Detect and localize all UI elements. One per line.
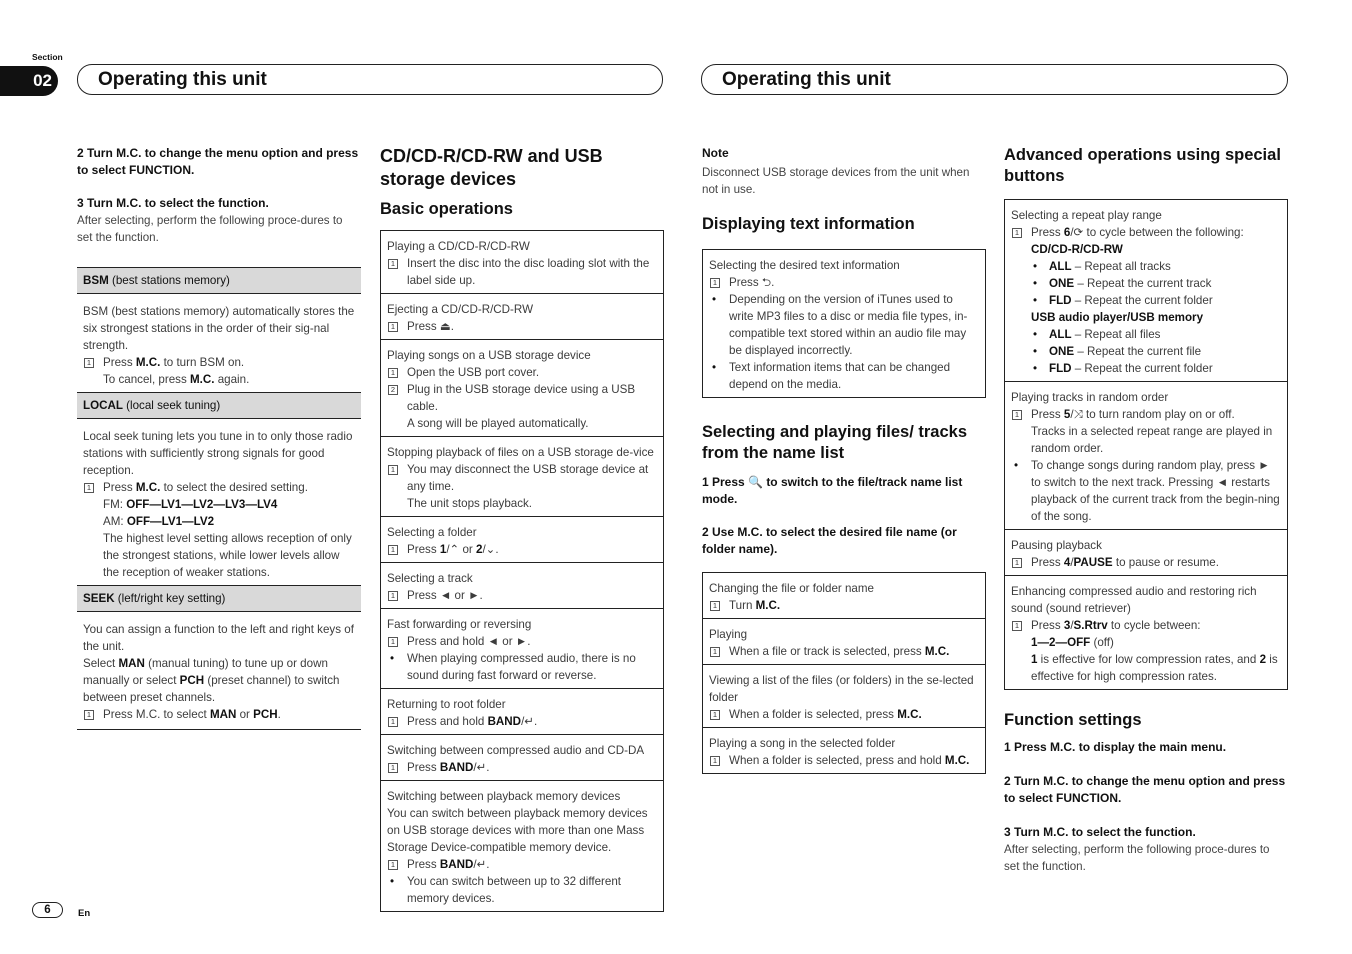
- text: Press and hold ◄ or ►.: [407, 635, 531, 648]
- text: again.: [214, 373, 250, 386]
- text: to pause or resume.: [1112, 556, 1219, 569]
- bullet-item: [1011, 292, 1281, 309]
- text: FM:: [103, 498, 127, 511]
- function-step-3: 3 Turn M.C. to select the function.: [1004, 825, 1196, 839]
- numbered-step: [387, 856, 657, 873]
- bullet-item: • To change songs during random play, press ► to switch to the next track. Pressing ◄ restarts playback of the current track from the begin-ning of the song.: [1011, 457, 1281, 525]
- text: You may disconnect the USB storage device at any time.: [407, 463, 649, 493]
- text: is effective for low compression rates, and: [1037, 653, 1260, 666]
- bold-text: 5: [1063, 408, 1071, 421]
- bold-text: 1: [439, 543, 447, 556]
- text: To cancel, press: [103, 373, 190, 386]
- numbered-step: [83, 479, 355, 496]
- function-list: [77, 267, 361, 730]
- text: The highest level setting allows reception of only the strongest stations, while lower levels allow the reception of weaker stations.: [103, 532, 352, 579]
- column-4: [1004, 145, 1288, 875]
- text: Selecting a track: [387, 572, 473, 585]
- bold-text: OFF—LV1—LV2—LV3—LV4: [126, 498, 278, 511]
- bold-text: ALL: [1049, 328, 1072, 341]
- bold-text: M.C.: [135, 356, 161, 369]
- bullet-item: [1011, 343, 1281, 360]
- bold-text: OFF—LV1—LV2: [126, 515, 215, 528]
- text: /: [1070, 556, 1074, 569]
- text: Playing a song in the selected folder: [709, 737, 896, 750]
- op-select-folder: [381, 516, 663, 562]
- bold-text: M.C.: [190, 373, 215, 386]
- text: – Repeat all files: [1071, 328, 1161, 341]
- text: Switching between compressed audio and CD-DA: [387, 744, 645, 757]
- table-section: [703, 573, 985, 618]
- op-playing-usb: [381, 339, 663, 436]
- text: Press: [407, 543, 440, 556]
- text: Switching between playback memory devices: [387, 790, 621, 803]
- text: AM:: [103, 515, 127, 528]
- text: – Repeat all tracks: [1071, 260, 1171, 273]
- step-number-icon: 1: [710, 647, 720, 657]
- step-number-icon: 1: [388, 860, 398, 870]
- cd-usb-title: CD/CD-R/CD-RW and USB storage devices: [380, 146, 603, 189]
- step-number-icon: 1: [388, 591, 398, 601]
- text: /↵.: [473, 761, 490, 774]
- bold-text: SEEK: [83, 592, 115, 605]
- bold-text: BAND: [439, 858, 474, 871]
- column-2: [380, 145, 664, 912]
- bold-text: 1: [1031, 653, 1038, 666]
- text: – Repeat the current file: [1074, 345, 1202, 358]
- text: Press: [103, 481, 136, 494]
- page-number: 6: [32, 902, 63, 918]
- text: You can switch between playback memory devices on USB storage devices with more than one Mass Storage Device-compatible memory device.: [387, 807, 648, 854]
- language-label: En: [78, 908, 91, 919]
- numbered-step: [387, 541, 657, 558]
- step-3: 3 Turn M.C. to select the function.: [77, 196, 269, 210]
- bullet-item: [1011, 360, 1281, 377]
- text: to cycle between:: [1107, 619, 1201, 632]
- bsm-body: [77, 294, 361, 392]
- text: Selecting the desired text information: [709, 259, 900, 272]
- numbered-step: [83, 354, 355, 371]
- page-header-right: Operating this unit: [701, 64, 1288, 95]
- text: Press ⮌.: [729, 276, 775, 289]
- op-stopping-usb: [381, 436, 663, 516]
- text: Press: [1031, 408, 1064, 421]
- text: Pausing playback: [1011, 539, 1102, 552]
- text: Press: [407, 761, 440, 774]
- text: or: [236, 708, 254, 721]
- bold-text: MAN: [209, 708, 237, 721]
- numbered-step: [1011, 406, 1281, 423]
- step-number-icon: 1: [388, 368, 398, 378]
- bold-text: M.C.: [897, 708, 922, 721]
- text: You can assign a function to the left and right keys of the unit.: [83, 623, 354, 653]
- numbered-step: [709, 274, 979, 291]
- numbered-step: [387, 587, 657, 604]
- text: (preset channel) to switch between preset channels.: [83, 674, 340, 704]
- text: to turn BSM on.: [160, 356, 245, 369]
- step-3-text: After selecting, perform the following proce-dures to set the function.: [77, 214, 343, 244]
- bold-text: LOCAL: [83, 399, 123, 412]
- step-number-icon: 1: [388, 259, 398, 269]
- seek-heading: [77, 585, 361, 612]
- bold-text: MAN: [118, 657, 145, 670]
- local-body: [77, 419, 361, 585]
- text: [83, 496, 355, 513]
- table-section: [1005, 200, 1287, 381]
- text: [1011, 651, 1281, 685]
- op-fast-forward: [381, 608, 663, 688]
- bold-text: M.C.: [924, 645, 950, 658]
- advanced-ops-title: Advanced operations using special buttons: [1004, 146, 1281, 185]
- bold-text: S.Rtrv: [1073, 619, 1108, 632]
- text: Plug in the USB storage device using a USB cable.: [407, 383, 636, 413]
- bold-text: ONE: [1049, 345, 1075, 358]
- bold-text: M.C.: [944, 754, 970, 767]
- text: Press: [1031, 226, 1064, 239]
- text: Tracks in a selected repeat range are played in random order.: [1031, 425, 1273, 455]
- numbered-step: [1011, 554, 1281, 571]
- text: [1011, 634, 1281, 651]
- numbered-step: [709, 597, 979, 614]
- numbered-step: [387, 364, 657, 381]
- text: – Repeat the current folder: [1071, 362, 1213, 375]
- text: Playing a CD/CD-R/CD-RW: [387, 240, 530, 253]
- text: Returning to root folder: [387, 698, 506, 711]
- text: Playing tracks in random order: [1011, 391, 1169, 404]
- text-info-table: [702, 249, 986, 398]
- bold-text: 4: [1063, 556, 1071, 569]
- text: (local seek tuning): [122, 399, 221, 412]
- text: When a file or track is selected, press: [729, 645, 925, 658]
- bullet-item: [1011, 275, 1281, 292]
- text: /⤨ to turn random play on or off.: [1070, 408, 1235, 421]
- text: /↵.: [473, 858, 490, 871]
- step-number-icon: 1: [710, 601, 720, 611]
- text: Changing the file or folder name: [709, 582, 874, 595]
- numbered-step: [387, 381, 657, 415]
- text: Playing: [709, 628, 748, 641]
- numbered-step: [1011, 617, 1281, 634]
- bold-text: 1—2—OFF: [1031, 636, 1091, 649]
- numbered-step: [83, 706, 355, 723]
- select-step-2: 2 Use M.C. to select the desired file name (or folder name).: [702, 525, 957, 556]
- numbered-step: [387, 318, 657, 335]
- step-number-icon: 1: [1012, 558, 1022, 568]
- text: Insert the disc into the disc loading slot with the label side up.: [407, 257, 650, 287]
- text: – Repeat the current track: [1074, 277, 1212, 290]
- function-step-1: 1 Press M.C. to display the main menu.: [1004, 740, 1227, 754]
- step-number-icon: 1: [388, 545, 398, 555]
- text: Press: [1031, 556, 1064, 569]
- text: BSM (best stations memory) automatically stores the six strongest stations in the order of their sig-nal strength.: [83, 305, 355, 352]
- step-number-icon: 2: [388, 385, 398, 395]
- text: Enhancing compressed audio and restoring rich sound (sound retriever): [1011, 585, 1257, 615]
- text: /: [1070, 619, 1074, 632]
- text: /⟳ to cycle between the following:: [1070, 226, 1244, 239]
- step-number-icon: 1: [1012, 410, 1022, 420]
- numbered-step: [709, 706, 979, 723]
- text: .: [277, 708, 281, 721]
- page-header-left: Operating this unit: [77, 64, 663, 95]
- step-number-icon: 1: [710, 710, 720, 720]
- text: Press and hold: [407, 715, 488, 728]
- text: Playing songs on a USB storage device: [387, 349, 591, 362]
- bold-text: M.C.: [755, 599, 781, 612]
- step-number-icon: 1: [388, 763, 398, 773]
- op-ejecting: [381, 293, 663, 339]
- bold-text: FLD: [1049, 294, 1072, 307]
- step-number-icon: 1: [388, 717, 398, 727]
- text: Press: [1031, 619, 1064, 632]
- text: [83, 513, 355, 530]
- selecting-files-title: Selecting and playing files/ tracks from the name list: [702, 423, 968, 462]
- bold-text: 2: [1259, 653, 1267, 666]
- function-settings-title: Function settings: [1004, 711, 1142, 729]
- text: Fast forwarding or reversing: [387, 618, 532, 631]
- function-step-2: 2 Turn M.C. to change the menu option and press to select FUNCTION.: [1004, 774, 1286, 805]
- text: Ejecting a CD/CD-R/CD-RW: [387, 303, 534, 316]
- text: Turn: [729, 599, 756, 612]
- table-section: [703, 727, 985, 773]
- bold-text: 2: [476, 543, 483, 556]
- bold-text: 3: [1063, 619, 1071, 632]
- text: Open the USB port cover.: [407, 366, 540, 379]
- step-number-icon: 1: [710, 756, 720, 766]
- step-number-icon: 1: [388, 465, 398, 475]
- bold-text: PAUSE: [1073, 556, 1113, 569]
- text: (left/right key setting): [114, 592, 226, 605]
- bullet-item: • Text information items that can be changed depend on the media.: [709, 359, 979, 393]
- table-section: [1005, 529, 1287, 575]
- note-text: Disconnect USB storage devices from the unit when not in use.: [702, 166, 970, 196]
- text: Press: [407, 858, 440, 871]
- text: /↵.: [521, 715, 538, 728]
- section-number: 02: [0, 66, 58, 96]
- basic-operations-table: [380, 230, 664, 912]
- text: Local seek tuning lets you tune in to only those radio stations with sufficiently strong signals for good reception.: [83, 430, 353, 477]
- bold-text: BSM: [83, 274, 109, 287]
- numbered-step: [387, 461, 657, 495]
- note-heading: Note: [702, 146, 729, 160]
- table-section: [1005, 381, 1287, 529]
- text: to select the desired setting.: [160, 481, 308, 494]
- text: /⌃ or: [446, 543, 476, 556]
- bullet-item: • Depending on the version of iTunes used to write MP3 files to a disc or media file types, in-compatible text stored within an audio file may be displayed incorrectly.: [709, 291, 979, 359]
- step-number-icon: 1: [84, 358, 94, 368]
- step-2: 2 Turn M.C. to change the menu option and press to select FUNCTION.: [77, 146, 359, 177]
- text: – Repeat the current folder: [1071, 294, 1213, 307]
- seek-body: [77, 612, 361, 730]
- numbered-step: [1011, 224, 1281, 241]
- text: /⌄.: [482, 543, 499, 556]
- bullet-item: • When playing compressed audio, there is no sound during fast forward or reverse.: [387, 650, 657, 684]
- column-1: [77, 145, 361, 730]
- bullet-item: [1011, 258, 1281, 275]
- numbered-step: [387, 713, 657, 730]
- bold-text: ONE: [1049, 277, 1075, 290]
- step-number-icon: 1: [388, 322, 398, 332]
- numbered-step: [709, 643, 979, 660]
- text: A song will be played automatically.: [407, 417, 589, 430]
- op-memory-devices: [381, 780, 663, 911]
- text: Press M.C. to select: [103, 708, 210, 721]
- basic-operations-title: Basic operations: [380, 200, 513, 218]
- step-number-icon: 1: [1012, 621, 1022, 631]
- bold-text: 6: [1063, 226, 1071, 239]
- bold-text: BAND: [487, 715, 522, 728]
- table-section: [703, 618, 985, 664]
- step-number-icon: 1: [84, 710, 94, 720]
- text: [83, 371, 355, 388]
- bold-text: PCH: [253, 708, 278, 721]
- section-label: Section: [32, 52, 63, 62]
- step-number-icon: 1: [84, 483, 94, 493]
- text: [1011, 309, 1281, 326]
- bold-text: FLD: [1049, 362, 1072, 375]
- select-step-1: 1 Press 🔍 to switch to the file/track name list mode.: [702, 475, 963, 506]
- numbered-step: [387, 633, 657, 650]
- text: Viewing a list of the files (or folders) in the se-lected folder: [709, 674, 974, 704]
- text: Press ◄ or ►.: [407, 589, 483, 602]
- numbered-step: [709, 752, 979, 769]
- text: (manual tuning) to tune up or down manually or select: [83, 657, 328, 687]
- bold-text: M.C.: [135, 481, 161, 494]
- op-compressed-cdda: [381, 734, 663, 780]
- bold-text: PCH: [179, 674, 205, 687]
- bsm-heading: [77, 267, 361, 294]
- text: Press ⏏.: [407, 320, 455, 333]
- op-root-folder: [381, 688, 663, 734]
- local-heading: [77, 392, 361, 419]
- text: When a folder is selected, press and hold: [729, 754, 945, 767]
- text: Selecting a folder: [387, 526, 477, 539]
- bold-text: CD/CD-R/CD-RW: [1031, 243, 1123, 256]
- text: Press: [103, 356, 136, 369]
- text: The unit stops playback.: [407, 497, 533, 510]
- step-number-icon: 1: [710, 278, 720, 288]
- step-number-icon: 1: [388, 637, 398, 647]
- table-section: [703, 250, 985, 397]
- numbered-step: [387, 255, 657, 289]
- text: Select: [83, 657, 119, 670]
- advanced-ops-table: [1004, 199, 1288, 690]
- text: Selecting a repeat play range: [1011, 209, 1162, 222]
- bullet-item: • You can switch between up to 32 different memory devices.: [387, 873, 657, 907]
- text: [1011, 241, 1281, 258]
- text: Stopping playback of files on a USB storage de-vice: [387, 446, 654, 459]
- column-3: [702, 145, 986, 774]
- table-section: [1005, 575, 1287, 689]
- numbered-step: [387, 759, 657, 776]
- bullet-item: [1011, 326, 1281, 343]
- text: (off): [1090, 636, 1114, 649]
- table-section: [703, 664, 985, 727]
- text: [83, 655, 355, 706]
- displaying-text-title: Displaying text information: [702, 215, 915, 233]
- bold-text: BAND: [439, 761, 474, 774]
- step-number-icon: 1: [1012, 228, 1022, 238]
- name-list-table: [702, 572, 986, 774]
- bold-text: ALL: [1049, 260, 1072, 273]
- bold-text: USB audio player/USB memory: [1031, 311, 1204, 324]
- op-select-track: [381, 562, 663, 608]
- op-playing-cd: [381, 231, 663, 293]
- text: is effective for high compression rates.: [1031, 653, 1278, 683]
- text: When a folder is selected, press: [729, 708, 898, 721]
- function-step-3-text: After selecting, perform the following proce-dures to set the function.: [1004, 843, 1270, 873]
- text: (best stations memory): [108, 274, 230, 287]
